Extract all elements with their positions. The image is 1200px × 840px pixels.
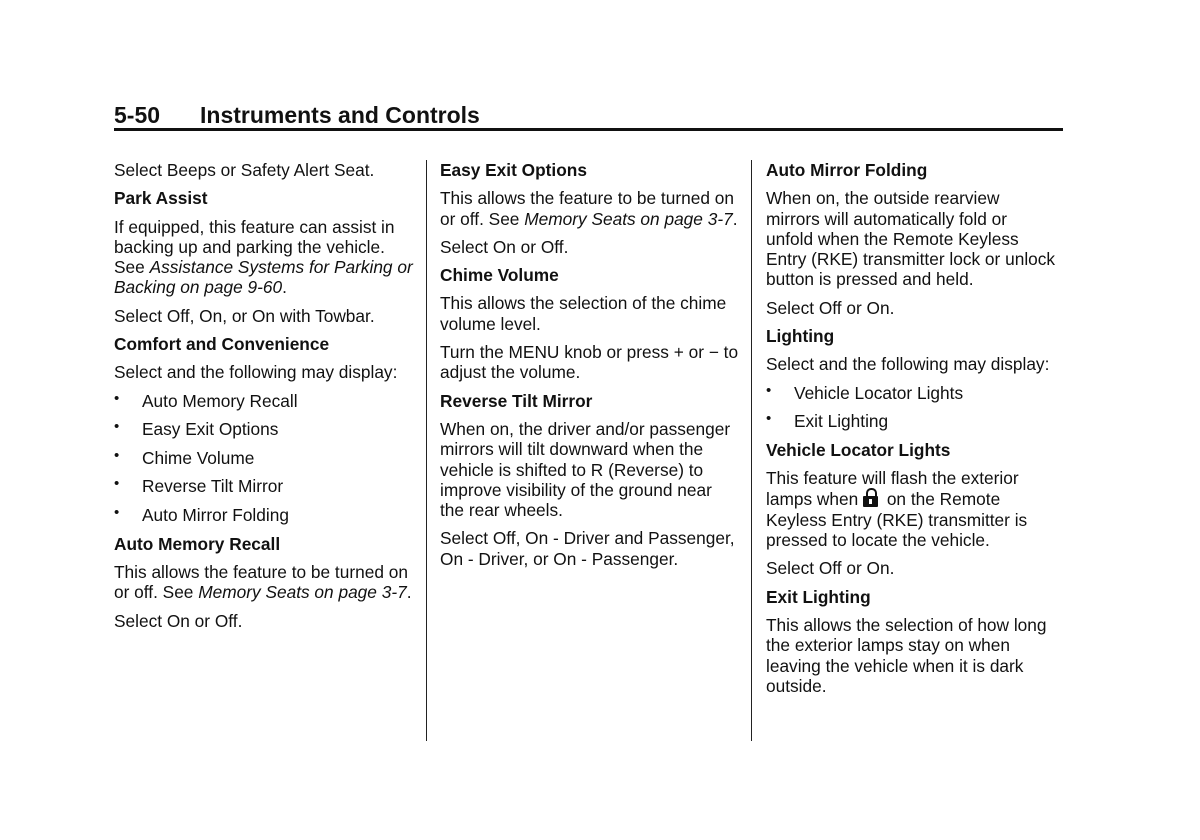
paragraph: Select On or Off. <box>440 236 569 257</box>
paragraph: This allows the feature to be turned on or off. See Memory Seats on page 3-7. <box>440 188 738 229</box>
heading-comfort-convenience: Comfort and Convenience <box>114 334 330 355</box>
column-3 <box>766 160 1056 704</box>
cross-reference: Memory Seats on page 3-7 <box>524 208 733 229</box>
paragraph: Select Off or On. <box>766 297 895 318</box>
heading-reverse-tilt-mirror: Reverse Tilt Mirror <box>440 390 593 411</box>
cross-reference: Memory Seats on page 3-7 <box>198 582 407 603</box>
bullet-list <box>766 383 1056 432</box>
heading-auto-memory-recall: Auto Memory Recall <box>114 533 281 554</box>
heading-chime-volume: Chime Volume <box>440 265 559 286</box>
paragraph: This feature will flash the exterior lamps when on the Remote Keyless Entry (RKE) transmitter is pressed to locate the vehicle. <box>766 468 1028 551</box>
page-number: 5-50 <box>114 102 161 128</box>
paragraph: Turn the MENU knob or press + or − to adjust the volume. <box>440 342 739 383</box>
paragraph: Select and the following may display: <box>114 362 398 383</box>
paragraph: This allows the selection of how long the exterior lamps stay on when leaving the vehicle when it is dark outside. <box>766 614 1047 696</box>
column-2 <box>440 160 740 577</box>
paragraph: Select and the following may display: <box>766 354 1050 375</box>
paragraph: This allows the feature to be turned on or off. See Memory Seats on page 3-7. <box>114 561 412 603</box>
heading-vehicle-locator-lights: Vehicle Locator Lights <box>766 439 951 460</box>
list-item: • Easy Exit Options <box>114 419 414 439</box>
page-header <box>114 101 1063 131</box>
paragraph: When on, the outside rearview mirrors will automatically fold or unfold when the Remote Keyless Entry (RKE) transmitter lock or unlock button is pressed and held. <box>766 188 1056 290</box>
list-item: • Exit Lighting <box>766 411 1056 431</box>
paragraph: Select Off, On - Driver and Passenger, On - Driver, or On - Passenger. <box>440 528 735 569</box>
heading-exit-lighting: Exit Lighting <box>766 586 871 607</box>
paragraph: When on, the driver and/or passenger mirrors will tilt downward when the vehicle is shifted to R (Reverse) to improve visibility of the ground near the rear wheels. <box>440 418 731 521</box>
column-1 <box>114 160 414 639</box>
paragraph: Select Beeps or Safety Alert Seat. <box>114 160 375 180</box>
paragraph: If equipped, this feature can assist in backing up and parking the vehicle. See Assistance Systems for Parking or Backing on page 9-60. <box>114 216 413 298</box>
list-item: • Auto Mirror Folding <box>114 505 414 525</box>
paragraph: Select Off, On, or On with Towbar. <box>114 305 375 326</box>
header-rule <box>114 128 1063 131</box>
list-item: • Auto Memory Recall <box>114 391 414 411</box>
heading-auto-mirror-folding: Auto Mirror Folding <box>766 160 928 180</box>
lock-icon <box>863 488 878 506</box>
paragraph: Select On or Off. <box>114 610 243 631</box>
bullet-list <box>114 391 414 526</box>
column-divider <box>426 160 427 741</box>
cross-reference: Assistance Systems for Parking or Backing on page 9-60 <box>114 257 413 298</box>
list-item: • Vehicle Locator Lights <box>766 383 1056 403</box>
section-title: Instruments and Controls <box>200 102 480 128</box>
list-item: • Chime Volume <box>114 448 414 468</box>
paragraph: This allows the selection of the chime volume level. <box>440 293 727 334</box>
column-divider <box>751 160 752 741</box>
paragraph: Select Off or On. <box>766 558 895 579</box>
heading-easy-exit-options: Easy Exit Options <box>440 160 587 180</box>
list-item: • Reverse Tilt Mirror <box>114 476 414 496</box>
heading-lighting: Lighting <box>766 326 835 347</box>
heading-park-assist: Park Assist <box>114 188 208 209</box>
